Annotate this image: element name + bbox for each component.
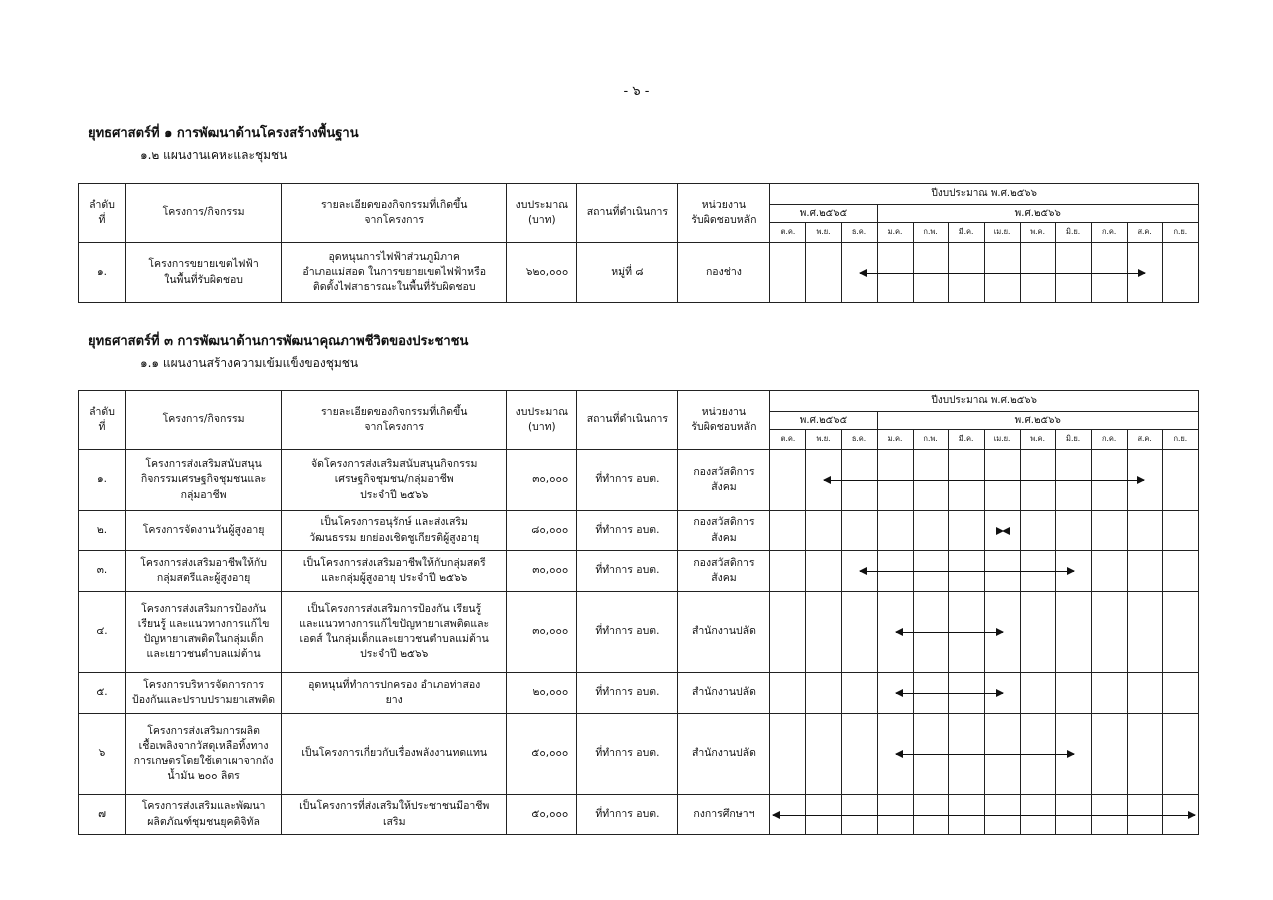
- text-line: กองสวัสดิการ: [693, 556, 755, 569]
- month-cell: [1162, 673, 1198, 714]
- text-line: เป็นโครงการที่ส่งเสริมให้ประชาชนมีอาชีพ: [299, 800, 490, 813]
- responsible-agency: [678, 551, 770, 592]
- table-row: [79, 795, 1199, 835]
- month-cell: [1091, 673, 1127, 714]
- text-line: รับผิดชอบหลัก: [691, 421, 757, 433]
- month-cell: [841, 714, 877, 795]
- text-line: สำนักงานปลัด: [691, 686, 756, 699]
- month-cell: [984, 243, 1020, 303]
- header-no: [79, 184, 126, 243]
- month-header: มิ.ย.: [1055, 430, 1091, 450]
- header-no: [79, 391, 126, 450]
- header-detail: [282, 184, 507, 243]
- month-header: พ.ค.: [1020, 223, 1055, 243]
- month-cell: [1127, 243, 1162, 303]
- text-line: ประจำปี ๒๕๖๖: [360, 488, 429, 501]
- text-line: สถานที่ดำเนินการ: [586, 413, 669, 426]
- text-line: เป็นโครงการเกี่ยวกับเรื่องพลังงานทดแทน: [301, 747, 488, 760]
- strategy-title: ยุทธศาสตร์ที่ ๓ การพัฒนาด้านการพัฒนาคุณภาพชีวิตของประชาชน: [88, 334, 469, 349]
- header-project: [126, 391, 282, 450]
- month-header: ส.ค.: [1127, 430, 1162, 450]
- month-cell: [948, 450, 984, 511]
- month-header: พ.ย.: [806, 223, 841, 243]
- location: ที่ทำการ อบต.: [577, 795, 678, 835]
- header-row: [79, 391, 1199, 412]
- month-cell: [984, 714, 1020, 795]
- month-cell: [984, 795, 1020, 835]
- text-line: งบประมาณ: [515, 405, 568, 418]
- month-cell: [1020, 592, 1055, 673]
- text-line: น้ำมัน ๒๐๐ ลิตร: [167, 770, 240, 783]
- budget-value: ๒๐,๐๐๐: [507, 673, 577, 714]
- text-line: ผลิตภัณฑ์ชุมชนยุคดิจิทัล: [147, 815, 260, 828]
- month-cell: [770, 592, 806, 673]
- strategy-title: ยุทธศาสตร์ที่ ๑ การพัฒนาด้านโครงสร้างพื้นฐาน: [88, 126, 359, 141]
- month-header: ต.ค.: [770, 430, 806, 450]
- location: ที่ทำการ อบต.: [577, 714, 678, 795]
- month-cell: [948, 673, 984, 714]
- text-line: และกลุ่มผู้สูงอายุ ประจำปี ๒๕๖๖: [321, 572, 468, 584]
- month-cell: [913, 592, 948, 673]
- header-agency: [678, 184, 770, 243]
- month-cell: [913, 511, 948, 551]
- text-line: (บาท): [527, 421, 556, 433]
- responsible-agency: [678, 714, 770, 795]
- month-header: พ.ค.: [1020, 430, 1055, 450]
- month-cell: [1127, 714, 1162, 795]
- text-line: ที่: [98, 421, 106, 433]
- month-cell: [1162, 511, 1198, 551]
- row-number: ๒.: [79, 511, 126, 551]
- month-cell: [1020, 714, 1055, 795]
- month-cell: [913, 714, 948, 795]
- header-detail: [282, 391, 507, 450]
- header-location: [577, 391, 678, 450]
- text-line: โครงการส่งเสริมการป้องกัน: [141, 602, 267, 615]
- month-cell: [1055, 673, 1091, 714]
- project-name: [126, 592, 282, 673]
- month-cell: [1091, 592, 1127, 673]
- month-cell: [806, 592, 841, 673]
- month-cell: [1020, 795, 1055, 835]
- location: หมู่ที่ ๘: [577, 243, 678, 303]
- text-line: โครงการส่งเสริมการผลิต: [147, 724, 260, 737]
- project-name: [126, 511, 282, 551]
- text-line: จากโครงการ: [364, 214, 425, 226]
- responsible-agency: [678, 673, 770, 714]
- project-detail: [282, 243, 507, 303]
- text-line: สำนักงานปลัด: [691, 747, 756, 760]
- month-cell: [841, 511, 877, 551]
- month-cell: [770, 714, 806, 795]
- month-cell: [841, 795, 877, 835]
- month-cell: [1055, 243, 1091, 303]
- text-line: เป็นโครงการส่งเสริมอาชีพให้กับกลุ่มสตรี: [302, 556, 486, 569]
- month-cell: [1162, 243, 1198, 303]
- month-cell: [913, 795, 948, 835]
- text-line: และแนวทางการแก้ไขปัญหายาเสพติดและ: [299, 617, 490, 630]
- text-line: ยาง: [385, 694, 403, 706]
- month-header: ธ.ค.: [841, 223, 877, 243]
- month-cell: [948, 795, 984, 835]
- text-line: สังคม: [711, 531, 737, 544]
- text-line: หน่วยงาน: [701, 405, 747, 418]
- text-line: โครงการส่งเสริมสนับสนุน: [145, 458, 262, 471]
- text-line: โครงการ/กิจกรรม: [162, 206, 245, 219]
- text-line: สังคม: [711, 481, 737, 493]
- month-cell: [1127, 551, 1162, 592]
- text-line: โครงการส่งเสริมอาชีพให้กับ: [140, 556, 267, 569]
- project-detail: [282, 673, 507, 714]
- month-cell: [841, 673, 877, 714]
- text-line: งบประมาณ: [515, 198, 568, 211]
- month-cell: [1091, 450, 1127, 511]
- month-header: ก.ย.: [1162, 430, 1198, 450]
- text-line: เสริม: [382, 815, 406, 828]
- month-cell: [770, 450, 806, 511]
- month-cell: [1055, 795, 1091, 835]
- text-line: การเกษตรโดยใช้เตาเผาจากถัง: [133, 755, 274, 767]
- location: ที่ทำการ อบต.: [577, 673, 678, 714]
- month-cell: [948, 243, 984, 303]
- month-cell: [1055, 714, 1091, 795]
- text-line: ลำดับ: [89, 198, 115, 211]
- month-cell: [1127, 673, 1162, 714]
- budget-value: ๓๐,๐๐๐: [507, 450, 577, 511]
- text-line: กิจกรรมเศรษฐกิจชุมชนและ: [140, 473, 267, 486]
- month-cell: [1055, 511, 1091, 551]
- text-line: ประจำปี ๒๕๖๖: [360, 648, 429, 661]
- project-detail: [282, 795, 507, 835]
- text-line: กงการศึกษาฯ: [693, 807, 755, 820]
- month-header: ก.ค.: [1091, 223, 1127, 243]
- month-cell: [841, 243, 877, 303]
- table-row: [79, 450, 1199, 511]
- budget-value: ๕๐,๐๐๐: [507, 714, 577, 795]
- table-row: [79, 243, 1199, 303]
- month-header: ต.ค.: [770, 223, 806, 243]
- header-year-prev: พ.ศ.๒๕๖๕: [770, 412, 877, 430]
- month-header: ก.ย.: [1162, 223, 1198, 243]
- month-cell: [1091, 551, 1127, 592]
- month-header: ก.พ.: [913, 223, 948, 243]
- month-cell: [877, 551, 913, 592]
- text-line: อุดหนุนการไฟฟ้าส่วนภูมิภาค: [328, 250, 460, 263]
- month-cell: [877, 243, 913, 303]
- month-cell: [984, 673, 1020, 714]
- project-name: [126, 243, 282, 303]
- row-number: ๑.: [79, 450, 126, 511]
- text-line: สถานที่ดำเนินการ: [586, 206, 669, 219]
- row-number: ๗: [79, 795, 126, 835]
- budget-value: ๓๐,๐๐๐: [507, 551, 577, 592]
- text-line: โครงการจัดงานวันผู้สูงอายุ: [142, 523, 265, 536]
- text-line: โครงการส่งเสริมและพัฒนา: [141, 800, 266, 813]
- month-cell: [948, 551, 984, 592]
- row-number: ๓.: [79, 551, 126, 592]
- row-number: ๑.: [79, 243, 126, 303]
- month-cell: [770, 511, 806, 551]
- month-cell: [1091, 511, 1127, 551]
- plan-title: ๑.๒ แผนงานเคหะและชุมชน: [140, 148, 288, 162]
- page-number: - ๖ -: [623, 84, 650, 99]
- month-cell: [984, 592, 1020, 673]
- responsible-agency: [678, 511, 770, 551]
- month-cell: [948, 511, 984, 551]
- month-cell: [841, 592, 877, 673]
- text-line: ติดตั้งไฟสาธารณะในพื้นที่รับผิดชอบ: [312, 281, 476, 294]
- month-header: ส.ค.: [1127, 223, 1162, 243]
- month-cell: [948, 592, 984, 673]
- month-cell: [1020, 673, 1055, 714]
- month-cell: [1055, 592, 1091, 673]
- header-agency: [678, 391, 770, 450]
- month-cell: [1162, 592, 1198, 673]
- month-cell: [1091, 243, 1127, 303]
- table-row: [79, 551, 1199, 592]
- month-cell: [770, 243, 806, 303]
- responsible-agency: [678, 450, 770, 511]
- text-line: สังคม: [711, 572, 737, 584]
- month-cell: [913, 551, 948, 592]
- text-line: โครงการ/กิจกรรม: [162, 413, 245, 426]
- responsible-agency: [678, 592, 770, 673]
- month-cell: [948, 714, 984, 795]
- month-cell: [877, 673, 913, 714]
- month-cell: [877, 592, 913, 673]
- month-header: เม.ย.: [984, 223, 1020, 243]
- month-cell: [1020, 511, 1055, 551]
- text-line: ป้องกันและปราบปรามยาเสพติด: [132, 694, 276, 706]
- month-cell: [841, 450, 877, 511]
- month-cell: [984, 551, 1020, 592]
- header-year-curr: พ.ศ.๒๕๖๖: [877, 412, 1198, 430]
- month-cell: [913, 673, 948, 714]
- header-year-prev: พ.ศ.๒๕๖๕: [770, 205, 877, 223]
- text-line: รายละเอียดของกิจกรรมที่เกิดขึ้น: [321, 405, 468, 418]
- month-cell: [1127, 450, 1162, 511]
- project-name: [126, 551, 282, 592]
- text-line: กองช่าง: [705, 265, 742, 278]
- text-line: ในพื้นที่รับผิดชอบ: [164, 273, 243, 286]
- month-header: พ.ย.: [806, 430, 841, 450]
- text-line: เชื้อเพลิงจากวัสดุเหลือทิ้งทาง: [138, 739, 269, 752]
- text-line: เรียนรู้ และแนวทางการแก้ไข: [137, 617, 270, 630]
- month-header: ม.ค.: [877, 430, 913, 450]
- month-header: ก.ค.: [1091, 430, 1127, 450]
- text-line: โครงการบริหารจัดการการ: [143, 678, 264, 691]
- text-line: อำเภอแม่สอด ในการขยายเขตไฟฟ้าหรือ: [302, 265, 487, 278]
- month-cell: [984, 511, 1020, 551]
- text-line: วัฒนธรรม ยกย่องเชิดชูเกียรติผู้สูงอายุ: [309, 531, 480, 544]
- header-budget: [507, 391, 577, 450]
- month-header: เม.ย.: [984, 430, 1020, 450]
- project-name: [126, 673, 282, 714]
- month-header: มิ.ย.: [1055, 223, 1091, 243]
- header-location: [577, 184, 678, 243]
- month-cell: [1020, 450, 1055, 511]
- project-detail: [282, 511, 507, 551]
- project-detail: [282, 450, 507, 511]
- month-cell: [806, 511, 841, 551]
- month-cell: [806, 673, 841, 714]
- month-cell: [806, 551, 841, 592]
- text-line: ปัญหายาเสพติดในกลุ่มเด็ก: [143, 633, 264, 645]
- header-fiscal-year: ปีงบประมาณ พ.ศ.๒๕๖๖: [770, 184, 1199, 205]
- text-line: กองสวัสดิการ: [693, 465, 755, 478]
- month-cell: [877, 714, 913, 795]
- location: ที่ทำการ อบต.: [577, 592, 678, 673]
- text-line: รับผิดชอบหลัก: [691, 214, 757, 226]
- month-cell: [806, 450, 841, 511]
- month-header: ธ.ค.: [841, 430, 877, 450]
- budget-value: ๕๐,๐๐๐: [507, 795, 577, 835]
- month-header: ม.ค.: [877, 223, 913, 243]
- text-line: สำนักงานปลัด: [691, 625, 756, 638]
- text-line: กองสวัสดิการ: [693, 516, 755, 529]
- month-cell: [877, 450, 913, 511]
- project-table: [78, 183, 1199, 303]
- month-cell: [806, 714, 841, 795]
- location: ที่ทำการ อบต.: [577, 511, 678, 551]
- header-fiscal-year: ปีงบประมาณ พ.ศ.๒๕๖๖: [770, 391, 1199, 412]
- month-cell: [1162, 795, 1198, 835]
- row-number: ๕.: [79, 673, 126, 714]
- text-line: ที่: [98, 214, 106, 226]
- text-line: รายละเอียดของกิจกรรมที่เกิดขึ้น: [321, 198, 468, 211]
- table-row: [79, 714, 1199, 795]
- text-line: เศรษฐกิจชุมชน/กลุ่มอาชีพ: [334, 473, 454, 486]
- header-row: [79, 184, 1199, 205]
- header-year-curr: พ.ศ.๒๕๖๖: [877, 205, 1198, 223]
- budget-value: ๘๐,๐๐๐: [507, 511, 577, 551]
- responsible-agency: [678, 243, 770, 303]
- budget-value: ๓๐,๐๐๐: [507, 592, 577, 673]
- text-line: ลำดับ: [89, 405, 115, 418]
- month-cell: [770, 551, 806, 592]
- month-cell: [913, 243, 948, 303]
- month-cell: [806, 243, 841, 303]
- month-cell: [984, 450, 1020, 511]
- plan-title: ๑.๑ แผนงานสร้างความเข้มแข็งของชุมชน: [140, 356, 359, 370]
- project-name: [126, 795, 282, 835]
- header-budget: [507, 184, 577, 243]
- month-cell: [806, 795, 841, 835]
- text-line: จัดโครงการส่งเสริมสนับสนุนกิจกรรม: [310, 458, 478, 471]
- month-cell: [1055, 551, 1091, 592]
- location: ที่ทำการ อบต.: [577, 450, 678, 511]
- text-line: และเยาวชนตำบลแม่ต้าน: [146, 648, 261, 661]
- project-name: [126, 714, 282, 795]
- table-row: [79, 511, 1199, 551]
- month-cell: [770, 795, 806, 835]
- project-table: [78, 390, 1199, 835]
- project-detail: [282, 551, 507, 592]
- project-detail: [282, 714, 507, 795]
- location: ที่ทำการ อบต.: [577, 551, 678, 592]
- month-cell: [1020, 243, 1055, 303]
- month-cell: [770, 673, 806, 714]
- row-number: ๖: [79, 714, 126, 795]
- text-line: กลุ่มสตรีและผู้สูงอายุ: [156, 572, 251, 584]
- responsible-agency: [678, 795, 770, 835]
- month-cell: [1162, 551, 1198, 592]
- text-line: กลุ่มอาชีพ: [180, 488, 227, 501]
- text-line: โครงการขยายเขตไฟฟ้า: [148, 258, 259, 271]
- month-cell: [1020, 551, 1055, 592]
- month-cell: [1127, 592, 1162, 673]
- row-number: ๔.: [79, 592, 126, 673]
- month-cell: [1127, 795, 1162, 835]
- month-cell: [877, 795, 913, 835]
- table-row: [79, 673, 1199, 714]
- month-header: มี.ค.: [948, 430, 984, 450]
- month-cell: [877, 511, 913, 551]
- text-line: เอดส์ ในกลุ่มเด็กและเยาวชนตำบลแม่ต้าน: [299, 633, 489, 645]
- budget-value: ๖๒๐,๐๐๐: [507, 243, 577, 303]
- text-line: (บาท): [527, 214, 556, 226]
- text-line: อุดหนุนที่ทำการปกครอง อำเภอท่าสอง: [308, 678, 481, 691]
- month-header: มี.ค.: [948, 223, 984, 243]
- text-line: หน่วยงาน: [701, 198, 747, 211]
- month-cell: [1162, 450, 1198, 511]
- month-cell: [841, 551, 877, 592]
- text-line: จากโครงการ: [364, 421, 425, 433]
- header-project: [126, 184, 282, 243]
- project-name: [126, 450, 282, 511]
- table-row: [79, 592, 1199, 673]
- text-line: เป็นโครงการส่งเสริมการป้องกัน เรียนรู้: [307, 602, 482, 615]
- text-line: เป็นโครงการอนุรักษ์ และส่งเสริม: [320, 516, 468, 529]
- month-cell: [1091, 795, 1127, 835]
- month-cell: [1127, 511, 1162, 551]
- month-cell: [1091, 714, 1127, 795]
- month-cell: [1055, 450, 1091, 511]
- month-cell: [1162, 714, 1198, 795]
- month-header: ก.พ.: [913, 430, 948, 450]
- project-detail: [282, 592, 507, 673]
- month-cell: [913, 450, 948, 511]
